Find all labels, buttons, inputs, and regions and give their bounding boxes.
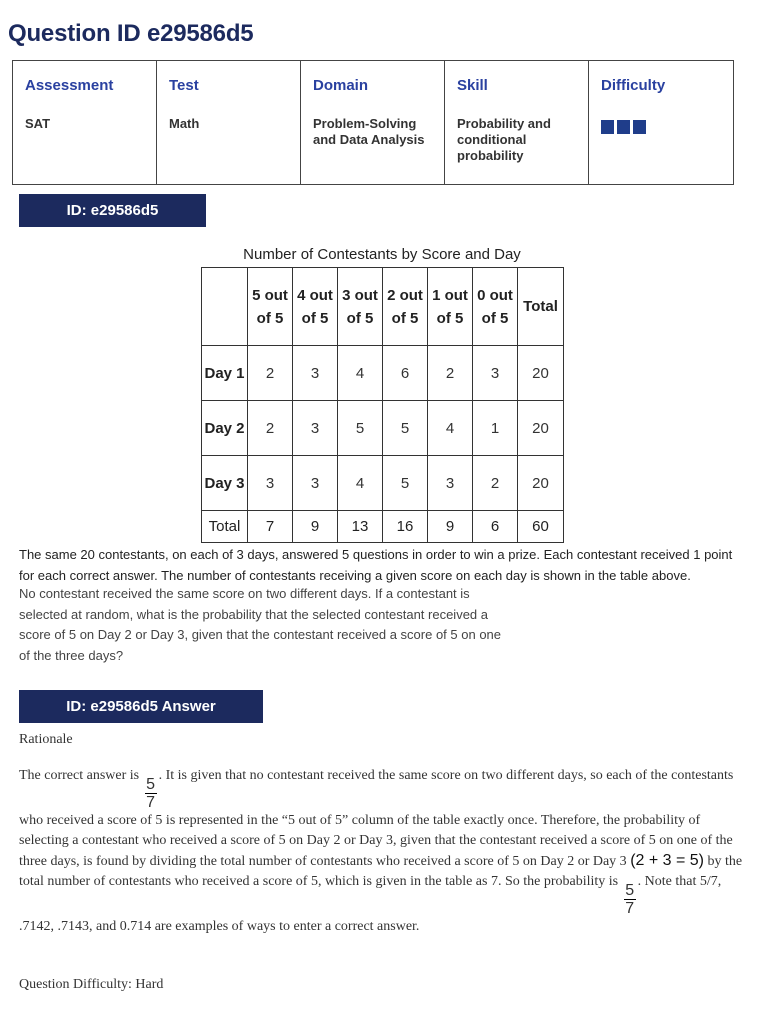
page-title: Question ID e29586d5	[8, 20, 254, 47]
skill-cell	[445, 61, 589, 185]
answer-fraction	[145, 776, 157, 811]
rationale-text-part: . It is given that no contestant received the same score on two different days, so each of the contestants who received a score of 5 is represented in the “5 out of 5” column of the table exactly once. Therefore, the probability of selecting a contestant who received a score of 5 on Day 2 or Day 3, given that the contestant received a score of 5 on one of the three days, is found by dividing the total number of contestants who received a score of 5 on Day 2 or Day 3	[19, 768, 734, 869]
table-cell: 5	[383, 401, 428, 456]
answer-fraction	[624, 882, 636, 917]
question-intro: The same 20 contestants, on each of 3 days, answered 5 questions in order to win a prize. Each contestant received 1 point for each correct answer. The number of contestants receiving a given score on each day is shown in the table above.	[19, 547, 733, 583]
table-cell: 3	[293, 456, 338, 511]
table-cell: 20	[518, 456, 564, 511]
table-cell: 3	[248, 456, 293, 511]
table-row	[202, 456, 564, 511]
question-id-banner: ID: e29586d5	[19, 194, 206, 227]
table-cell: 2	[473, 456, 518, 511]
table-cell: 3	[428, 456, 473, 511]
table-cell: 3	[293, 346, 338, 401]
table-caption: Number of Contestants by Score and Day	[243, 246, 521, 263]
test-header: Test	[169, 77, 199, 94]
column-header: 3 out of 5	[338, 268, 383, 346]
table-cell: 5	[383, 456, 428, 511]
table-cell: 9	[428, 511, 473, 543]
table-cell: 20	[518, 346, 564, 401]
difficulty-indicator	[601, 120, 721, 134]
fraction-numerator: 5	[625, 882, 635, 899]
table-cell: 6	[383, 346, 428, 401]
table-cell: 7	[248, 511, 293, 543]
column-header: 4 out of 5	[293, 268, 338, 346]
difficulty-cell	[589, 61, 734, 185]
corner-cell	[202, 268, 248, 346]
table-cell: 4	[428, 401, 473, 456]
answer-id-banner: ID: e29586d5 Answer	[19, 690, 263, 723]
row-header: Day 1	[202, 346, 248, 401]
skill-value: Probability and conditional probability	[457, 116, 551, 163]
table-cell: 4	[338, 456, 383, 511]
fraction-denominator: 7	[625, 900, 635, 917]
rationale-text	[19, 766, 747, 937]
table-cell: 1	[473, 401, 518, 456]
difficulty-header: Difficulty	[601, 77, 666, 94]
difficulty-bar	[633, 120, 646, 134]
question-prompt: No contestant received the same score on two different days. If a contestant is selected at random, what is the probability that the selected contestant received a score of 5 on Day 2 or Day 3, given that the contestant received a score of 5 on one of the three days?	[19, 586, 502, 663]
table-cell: 6	[473, 511, 518, 543]
rationale-text-part: The correct answer is	[19, 768, 140, 783]
row-header: Total	[202, 511, 248, 543]
table-cell: 20	[518, 401, 564, 456]
fraction-numerator: 5	[146, 776, 156, 793]
column-header: 2 out of 5	[383, 268, 428, 346]
table-cell: 5	[338, 401, 383, 456]
domain-value: Problem-Solving and Data Analysis	[313, 116, 425, 147]
table-cell: 60	[518, 511, 564, 543]
rationale-label: Rationale	[19, 732, 73, 747]
math-expression: (2 + 3 = 5)	[630, 852, 705, 869]
row-header: Day 3	[202, 456, 248, 511]
rationale-text-part: by the total number of contestants who received a score of 5, which is given in the table as 7. So the probability is	[19, 854, 743, 889]
question-difficulty: Question Difficulty: Hard	[19, 977, 164, 992]
table-row	[202, 401, 564, 456]
assessment-header: Assessment	[25, 77, 114, 94]
table-cell: 3	[473, 346, 518, 401]
column-header: Total	[518, 268, 564, 346]
contestants-table	[201, 267, 564, 543]
row-header: Day 2	[202, 401, 248, 456]
table-cell: 2	[248, 346, 293, 401]
table-cell: 16	[383, 511, 428, 543]
domain-header: Domain	[313, 77, 369, 94]
rationale-text-part: . Note that 5/7, .7142, .7143, and 0.714 are examples of ways to enter a correct answer.	[19, 874, 722, 934]
column-header: 5 out of 5	[248, 268, 293, 346]
difficulty-bar	[617, 120, 630, 134]
question-meta-table	[12, 60, 734, 185]
table-cell: 13	[338, 511, 383, 543]
difficulty-bar	[601, 120, 614, 134]
skill-header: Skill	[457, 77, 488, 94]
table-row	[202, 346, 564, 401]
test-cell	[157, 61, 301, 185]
table-cell: 2	[248, 401, 293, 456]
table-cell: 9	[293, 511, 338, 543]
column-header: 0 out of 5	[473, 268, 518, 346]
column-header: 1 out of 5	[428, 268, 473, 346]
table-cell: 4	[338, 346, 383, 401]
table-cell: 3	[293, 401, 338, 456]
fraction-denominator: 7	[146, 794, 156, 811]
table-cell: 2	[428, 346, 473, 401]
domain-cell	[301, 61, 445, 185]
assessment-value: SAT	[25, 116, 51, 131]
assessment-cell	[13, 61, 157, 185]
total-row	[202, 511, 564, 543]
test-value: Math	[169, 116, 200, 131]
